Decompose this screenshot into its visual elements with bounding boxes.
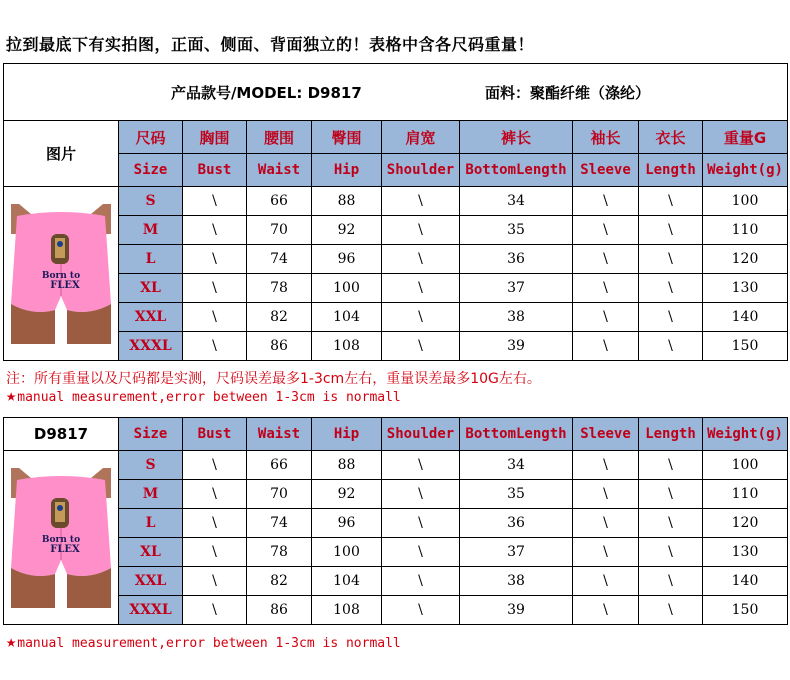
- size-cell: XXXL: [119, 332, 183, 361]
- waist-cell: 78: [247, 274, 312, 303]
- length-cell: \: [639, 596, 703, 625]
- size-cell: XXXL: [119, 596, 183, 625]
- hip-cell: 108: [312, 596, 382, 625]
- weight-cell: 110: [703, 216, 788, 245]
- bust-cell: \: [183, 245, 247, 274]
- length-cell: \: [639, 332, 703, 361]
- header2-en-waist: Waist: [247, 418, 312, 451]
- header2-en-weight: Weight(g): [703, 418, 788, 451]
- header-cn-length: 衣长: [639, 121, 703, 154]
- header2-en-bust: Bust: [183, 418, 247, 451]
- bust-cell: \: [183, 567, 247, 596]
- shoulder-cell: \: [382, 274, 460, 303]
- waist-cell: 66: [247, 187, 312, 216]
- table-row: [4, 274, 788, 303]
- bottom-cell: 36: [460, 245, 573, 274]
- length-cell: \: [639, 538, 703, 567]
- header-cn-size: 尺码: [119, 121, 183, 154]
- header-en-waist: Waist: [247, 154, 312, 187]
- header-en-length: Length: [639, 154, 703, 187]
- bust-cell: \: [183, 216, 247, 245]
- waist-cell: 74: [247, 509, 312, 538]
- bust-cell: \: [183, 451, 247, 480]
- bust-cell: \: [183, 274, 247, 303]
- bottom-cell: 34: [460, 451, 573, 480]
- bust-cell: \: [183, 187, 247, 216]
- bottom-cell: 36: [460, 509, 573, 538]
- weight-cell: 100: [703, 451, 788, 480]
- model-fabric-header: [4, 64, 788, 121]
- header-en-weight: Weight(g): [703, 154, 788, 187]
- hip-cell: 96: [312, 245, 382, 274]
- header2-en-sleeve: Sleeve: [573, 418, 639, 451]
- fabric-label: 面料：聚酯纤维（涤纶）: [485, 83, 651, 102]
- header-cn-hip: 臀围: [312, 121, 382, 154]
- shoulder-cell: \: [382, 567, 460, 596]
- bottom-cell: 38: [460, 567, 573, 596]
- star-icon: ★: [6, 632, 17, 652]
- header2-en-hip: Hip: [312, 418, 382, 451]
- shoulder-cell: \: [382, 538, 460, 567]
- shoulder-cell: \: [382, 480, 460, 509]
- length-cell: \: [639, 187, 703, 216]
- bottom-cell: 39: [460, 332, 573, 361]
- table-row: [4, 216, 788, 245]
- header-en-bottom-length: BottomLength: [460, 154, 573, 187]
- shoulder-cell: \: [382, 216, 460, 245]
- waist-cell: 78: [247, 538, 312, 567]
- table-row: [4, 187, 788, 216]
- bottom-cell: 39: [460, 596, 573, 625]
- bottom-cell: 37: [460, 538, 573, 567]
- weight-cell: 120: [703, 509, 788, 538]
- size-cell: S: [119, 451, 183, 480]
- sleeve-cell: \: [573, 509, 639, 538]
- hip-cell: 104: [312, 303, 382, 332]
- header-en-shoulder: Shoulder: [382, 154, 460, 187]
- waist-cell: 70: [247, 216, 312, 245]
- photo-print-text: Born to: [41, 270, 81, 281]
- hip-cell: 88: [312, 187, 382, 216]
- waist-cell: 82: [247, 303, 312, 332]
- header-en-hip: Hip: [312, 154, 382, 187]
- table-row: [4, 509, 788, 538]
- shoulder-cell: \: [382, 596, 460, 625]
- bust-cell: \: [183, 303, 247, 332]
- size-cell: S: [119, 187, 183, 216]
- note-en-text-2: manual measurement,error between 1-3cm is normall: [17, 636, 401, 651]
- table-row: [4, 567, 788, 596]
- waist-cell: 82: [247, 567, 312, 596]
- product-photo-shorts: [11, 468, 111, 608]
- hip-cell: 100: [312, 274, 382, 303]
- bust-cell: \: [183, 596, 247, 625]
- header2-en-shoulder: Shoulder: [382, 418, 460, 451]
- sleeve-cell: \: [573, 216, 639, 245]
- shoulder-cell: \: [382, 303, 460, 332]
- bust-cell: \: [183, 332, 247, 361]
- svg-text:FLEX: FLEX: [50, 279, 80, 291]
- sleeve-cell: \: [573, 480, 639, 509]
- waist-cell: 66: [247, 451, 312, 480]
- table2-photo-cell: [4, 451, 119, 625]
- header-cn-weight: 重量G: [703, 121, 788, 154]
- hip-cell: 104: [312, 567, 382, 596]
- table-row: [4, 332, 788, 361]
- header2-en-bottom-length: BottomLength: [460, 418, 573, 451]
- length-cell: \: [639, 480, 703, 509]
- bottom-cell: 38: [460, 303, 573, 332]
- waist-cell: 70: [247, 480, 312, 509]
- hip-cell: 88: [312, 451, 382, 480]
- bottom-cell: 34: [460, 187, 573, 216]
- table-row: [4, 451, 788, 480]
- hip-cell: 92: [312, 216, 382, 245]
- table-row: [4, 538, 788, 567]
- model-label-2: D9817: [4, 418, 119, 451]
- length-cell: \: [639, 216, 703, 245]
- hip-cell: 108: [312, 332, 382, 361]
- size-cell: M: [119, 216, 183, 245]
- header-en-sleeve: Sleeve: [573, 154, 639, 187]
- table-row: [4, 596, 788, 625]
- sleeve-cell: \: [573, 303, 639, 332]
- weight-cell: 140: [703, 567, 788, 596]
- header-cn-waist: 腰围: [247, 121, 312, 154]
- shoulder-cell: \: [382, 451, 460, 480]
- size-cell: L: [119, 509, 183, 538]
- header-en-bust: Bust: [183, 154, 247, 187]
- bottom-cell: 35: [460, 480, 573, 509]
- size-cell: M: [119, 480, 183, 509]
- size-chart-table-secondary: [3, 417, 788, 625]
- header-cn-sleeve: 袖长: [573, 121, 639, 154]
- sleeve-cell: \: [573, 187, 639, 216]
- sleeve-cell: \: [573, 274, 639, 303]
- header-en-size: Size: [119, 154, 183, 187]
- size-chart-table-main: [3, 63, 788, 361]
- shoulder-cell: \: [382, 332, 460, 361]
- size-cell: L: [119, 245, 183, 274]
- photo-print-text: Born to: [41, 534, 81, 545]
- weight-cell: 130: [703, 538, 788, 567]
- bust-cell: \: [183, 509, 247, 538]
- header-cn-bust: 胸围: [183, 121, 247, 154]
- sleeve-cell: \: [573, 451, 639, 480]
- hip-cell: 100: [312, 538, 382, 567]
- measurement-note-cn: 注：所有重量以及尺码都是实测，尺码误差最多1-3cm左右，重量误差最多10G左右。: [6, 371, 541, 387]
- weight-cell: 130: [703, 274, 788, 303]
- shoulder-cell: \: [382, 245, 460, 274]
- header-cn-shoulder: 肩宽: [382, 121, 460, 154]
- sleeve-cell: \: [573, 245, 639, 274]
- waist-cell: 74: [247, 245, 312, 274]
- star-icon: ★: [6, 386, 17, 406]
- length-cell: \: [639, 567, 703, 596]
- weight-cell: 100: [703, 187, 788, 216]
- bust-cell: \: [183, 538, 247, 567]
- length-cell: \: [639, 274, 703, 303]
- sleeve-cell: \: [573, 567, 639, 596]
- measurement-note-en: [6, 386, 401, 406]
- table1-photo-cell: [4, 187, 119, 361]
- header-cn-bottom-length: 裤长: [460, 121, 573, 154]
- table-row: [4, 303, 788, 332]
- bottom-cell: 37: [460, 274, 573, 303]
- length-cell: \: [639, 509, 703, 538]
- note-en-text: manual measurement,error between 1-3cm is normall: [17, 390, 401, 405]
- picture-header: 图片: [4, 121, 119, 187]
- waist-cell: 86: [247, 332, 312, 361]
- length-cell: \: [639, 451, 703, 480]
- bust-cell: \: [183, 480, 247, 509]
- table-row: [4, 245, 788, 274]
- length-cell: \: [639, 245, 703, 274]
- shoulder-cell: \: [382, 187, 460, 216]
- header2-en-size: Size: [119, 418, 183, 451]
- table-row: [4, 480, 788, 509]
- weight-cell: 150: [703, 596, 788, 625]
- size-cell: XXL: [119, 567, 183, 596]
- hip-cell: 96: [312, 509, 382, 538]
- weight-cell: 110: [703, 480, 788, 509]
- svg-text:FLEX: FLEX: [50, 543, 80, 555]
- size-cell: XL: [119, 538, 183, 567]
- size-cell: XXL: [119, 303, 183, 332]
- bottom-cell: 35: [460, 216, 573, 245]
- header2-en-length: Length: [639, 418, 703, 451]
- weight-cell: 120: [703, 245, 788, 274]
- shoulder-cell: \: [382, 509, 460, 538]
- length-cell: \: [639, 303, 703, 332]
- waist-cell: 86: [247, 596, 312, 625]
- sleeve-cell: \: [573, 538, 639, 567]
- page-title: 拉到最底下有实拍图，正面、侧面、背面独立的！表格中含各尺码重量！: [6, 35, 535, 54]
- sleeve-cell: \: [573, 332, 639, 361]
- size-cell: XL: [119, 274, 183, 303]
- sleeve-cell: \: [573, 596, 639, 625]
- weight-cell: 150: [703, 332, 788, 361]
- product-photo-shorts: [11, 204, 111, 344]
- measurement-note-en-2: [6, 632, 401, 652]
- weight-cell: 140: [703, 303, 788, 332]
- hip-cell: 92: [312, 480, 382, 509]
- model-label: 产品款号/MODEL: D9817: [170, 83, 362, 102]
